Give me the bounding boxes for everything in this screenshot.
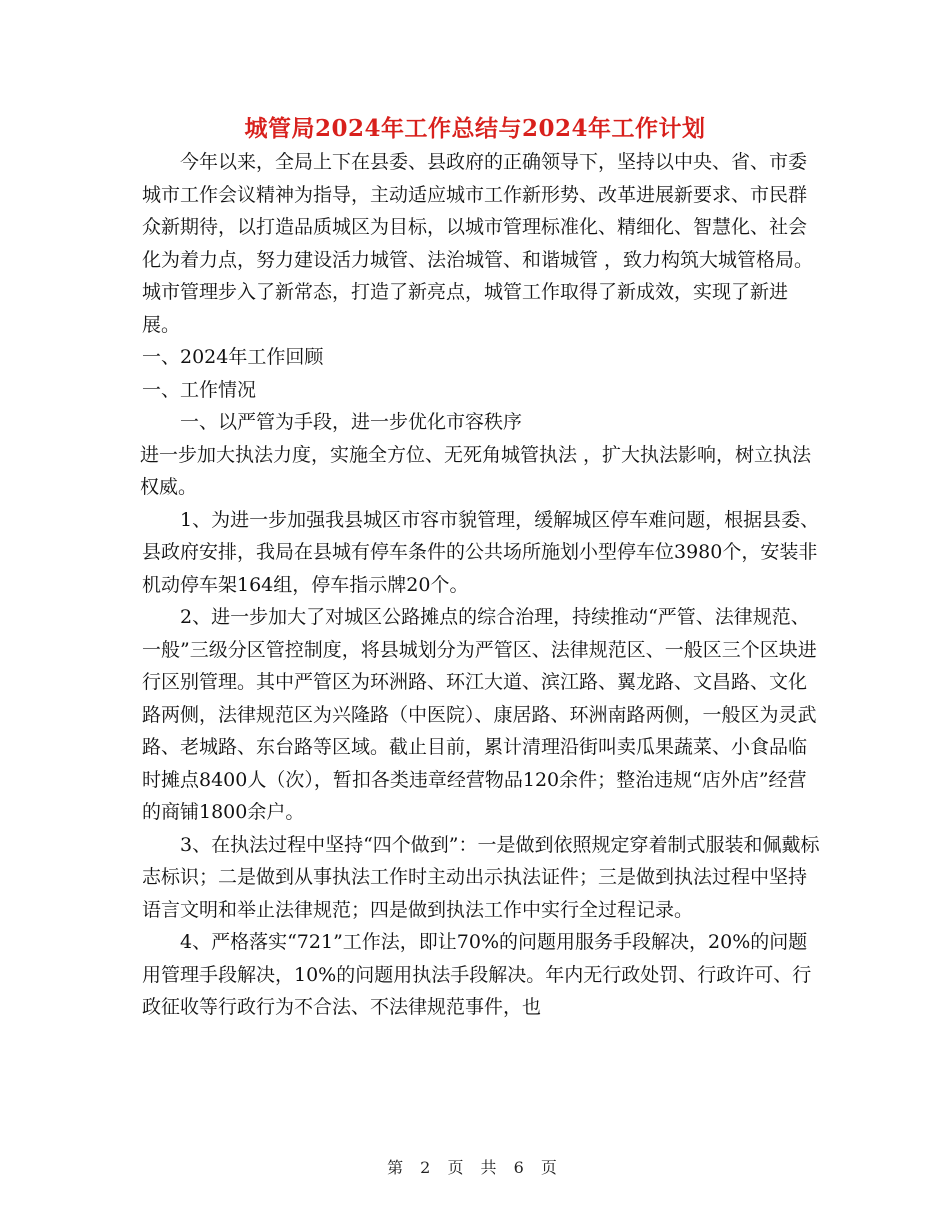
body-paragraph: 4、严格落实“721”工作法，即让70%的问题用服务手段解决，20%的问题用管理手段解决，10%的问题用执法手段解决。年内无行政处罚、行政许可、行政征收等行政行为不合法、不法律规范事件，也 xyxy=(142,931,812,1018)
body-paragraph: 3、在执法过程中坚持“四个做到”：一是做到依照规定穿着制式服装和佩戴标志标识；二是做到从事执法工作时主动出示执法证件；三是做到执法过程中坚持语言文明和举止法律规范；四是做到执法工作中实行全过程记录。 xyxy=(142,833,820,921)
body-paragraph: 进一步加大执法力度，实施全方位、无死角城管执法 ，扩大执法影响，树立执法权威。 xyxy=(140,443,812,498)
body-paragraph: 2、进一步加大了对城区公路摊点的综合治理，持续推动“严管、法律规范、一般”三级分区管控制度，将县城划分为严管区、法律规范区、一般区三个区块进行区别管理。其中严管区为环洲路、环江大道、滨江路、翼龙路、文昌路、文化路两侧，法律规范区为兴隆路（中医院）、康居路、环洲南路两侧，一般区为灵武路、老城路、东台路等区域。截止目前，累计清理沿街叫卖瓜果蔬菜、小食品临时摊点8400人（次），暂扣各类违章经营物品120余件；整治违规“店外店”经营的商铺1800余户。 xyxy=(142,606,817,823)
page-number: 第 2 页 共 6 页 xyxy=(387,1158,563,1177)
section-heading: 一、2024年工作回顾 xyxy=(142,346,324,368)
document-body xyxy=(142,146,822,1024)
intro-paragraph: 今年以来，全局上下在县委、县政府的正确领导下，坚持以中央、省、市委城市工作会议精神为指导，主动适应城市工作新形势、改革进展新要求、市民群众新期待，以打造品质城区为目标，以城市管理标准化、精细化、智慧化、社会化为着力点，努力建设活力城管、法治城管、和谐城管 ，致力构筑大城管格局。城市管理步入了新常态，打造了新亮点，城管工作取得了新成效，实现了新进展。 xyxy=(142,151,814,336)
document-title: 城管局2024年工作总结与2024年工作计划 xyxy=(244,115,706,142)
subsection-heading: 一、工作情况 xyxy=(142,378,257,401)
body-paragraph: 1、为进一步加强我县城区市容市貌管理，缓解城区停车难问题，根据县委、县政府安排，我局在县城有停车条件的公共场所施划小型停车位3980个，安装非机动停车架164组，停车指示牌20个。 xyxy=(142,508,820,596)
item-heading: 一、以严管为手段，进一步优化市容秩序 xyxy=(180,411,523,433)
